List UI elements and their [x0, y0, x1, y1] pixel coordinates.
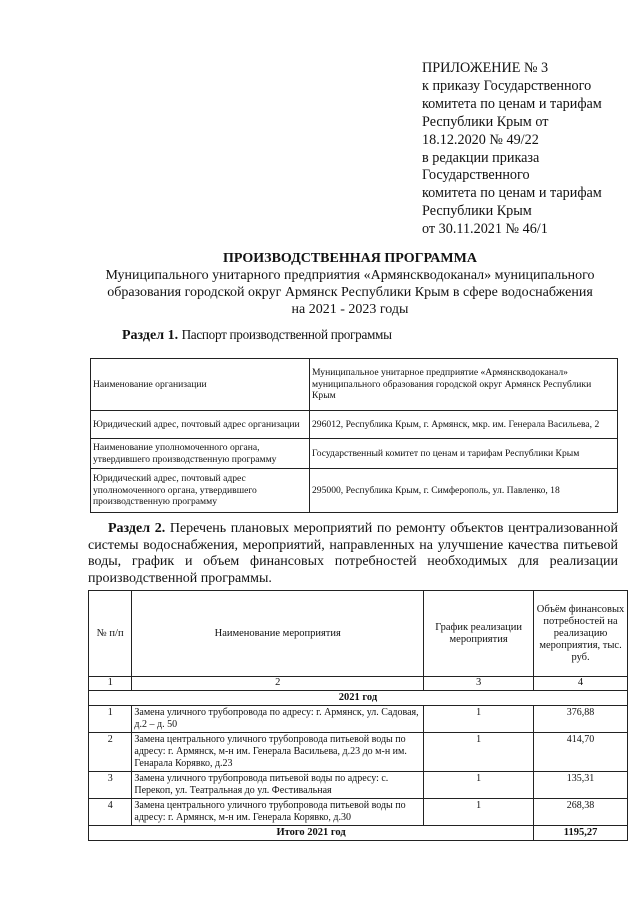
- row-number: 2: [89, 733, 132, 772]
- header-schedule: График реализации мероприятия: [424, 591, 534, 677]
- row-cost: 376,88: [534, 706, 628, 733]
- table-row: [89, 772, 628, 799]
- appendix-line: от 30.11.2021 № 46/1: [422, 221, 548, 238]
- appendix-line: ПРИЛОЖЕНИЕ № 3: [422, 60, 549, 76]
- table-row: [91, 359, 618, 411]
- table-cell: Юридический адрес, почтовый адрес организации: [91, 411, 310, 439]
- section2-paragraph: [88, 521, 618, 587]
- table-cell: 296012, Республика Крым, г. Армянск, мкр. им. Генерала Васильева, 2: [310, 411, 618, 439]
- program-title-block: [70, 250, 630, 318]
- row-schedule: 1: [424, 772, 534, 799]
- program-subtitle-line: образования городской округ Армянск Республики Крым в сфере водоснабжения: [107, 285, 593, 300]
- table-cell: Наименование организации: [91, 359, 310, 411]
- header-name: Наименование мероприятия: [132, 591, 424, 677]
- section1-heading: [122, 327, 392, 344]
- column-number: 2: [132, 677, 424, 691]
- row-schedule: 1: [424, 799, 534, 826]
- program-subtitle-line: Муниципального унитарного предприятия «Армянскводоканал» муниципального: [105, 268, 595, 283]
- row-schedule: 1: [424, 733, 534, 772]
- column-number: 4: [534, 677, 628, 691]
- total-value: 1195,27: [534, 826, 628, 841]
- section2-label: Раздел 2.: [108, 521, 166, 536]
- row-name: Замена уличного трубопровода питьевой воды по адресу: с. Перекоп, ул. Театральная до ул. Фестивальная: [132, 772, 424, 799]
- table-row: [89, 733, 628, 772]
- table-row: [89, 799, 628, 826]
- measures-table: [88, 590, 628, 841]
- row-name: Замена уличного трубопровода по адресу: г. Армянск, ул. Садовая, д.2 – д. 50: [132, 706, 424, 733]
- table-cell: Муниципальное унитарное предприятие «Армянскводоканал» муниципального образования городской округ Армянск Республики Крым: [310, 359, 618, 411]
- column-numbers-row: [89, 677, 628, 691]
- appendix-line: комитета по ценам и тарифам: [422, 95, 602, 112]
- header-cost: Объём финансовых потребностей на реализацию мероприятия, тыс. руб.: [534, 591, 628, 677]
- header-num: № п/п: [89, 591, 132, 677]
- row-cost: 414,70: [534, 733, 628, 772]
- year-label: 2021 год: [89, 691, 628, 706]
- year-row: [89, 691, 628, 706]
- appendix-line: к приказу Государственного: [422, 77, 592, 94]
- column-number: 1: [89, 677, 132, 691]
- table-row: [91, 469, 618, 513]
- total-row: [89, 826, 628, 841]
- appendix-line: Республики Крым: [422, 203, 532, 220]
- row-number: 3: [89, 772, 132, 799]
- section2-text: Перечень плановых мероприятий по ремонту объектов централизованной системы водоснабжения, мероприятий, направленных на улучшение качества питьевой воды, график и объем финансовых потребностей необходимых для реализации производственной программы.: [88, 521, 619, 586]
- section1-text: Паспорт производственной программы: [181, 327, 392, 342]
- row-name: Замена центрального уличного трубопровода питьевой воды по адресу: г. Армянск, м-н им. Генерала Васильева, д.23 до м-н им. Генарала Корявко, д.23: [132, 733, 424, 772]
- table-row: [89, 706, 628, 733]
- table-row: [91, 411, 618, 439]
- table-cell: Наименование уполномоченного органа, утвердившего производственную программу: [91, 439, 310, 469]
- section1-label: Раздел 1.: [122, 328, 179, 343]
- row-number: 4: [89, 799, 132, 826]
- table-header-row: [89, 591, 628, 677]
- appendix-line: комитета по ценам и тарифам: [422, 185, 602, 202]
- appendix-line: Государственного: [422, 167, 530, 184]
- row-cost: 135,31: [534, 772, 628, 799]
- table-cell: Юридический адрес, почтовый адрес уполномоченного органа, утвердившего производственную программу: [91, 469, 310, 513]
- column-number: 3: [424, 677, 534, 691]
- appendix-line: 18.12.2020 № 49/22: [422, 131, 539, 148]
- row-cost: 268,38: [534, 799, 628, 826]
- program-subtitle-line: на 2021 - 2023 годы: [291, 302, 409, 317]
- table-cell: Государственный комитет по ценам и тарифам Республики Крым: [310, 439, 618, 469]
- table-row: [91, 439, 618, 469]
- table-cell: 295000, Республика Крым, г. Симферополь, ул. Павленко, 18: [310, 469, 618, 513]
- total-label: Итого 2021 год: [89, 826, 534, 841]
- row-name: Замена центрального уличного трубопровода питьевой воды по адресу: г. Армянск, м-н им. Генерала Корявко, д.30: [132, 799, 424, 826]
- row-schedule: 1: [424, 706, 534, 733]
- passport-table: [90, 358, 618, 513]
- program-title: ПРОИЗВОДСТВЕННАЯ ПРОГРАММА: [223, 251, 477, 266]
- row-number: 1: [89, 706, 132, 733]
- appendix-header: [422, 60, 632, 239]
- appendix-line: в редакции приказа: [422, 149, 540, 166]
- appendix-line: Республики Крым от: [422, 113, 549, 130]
